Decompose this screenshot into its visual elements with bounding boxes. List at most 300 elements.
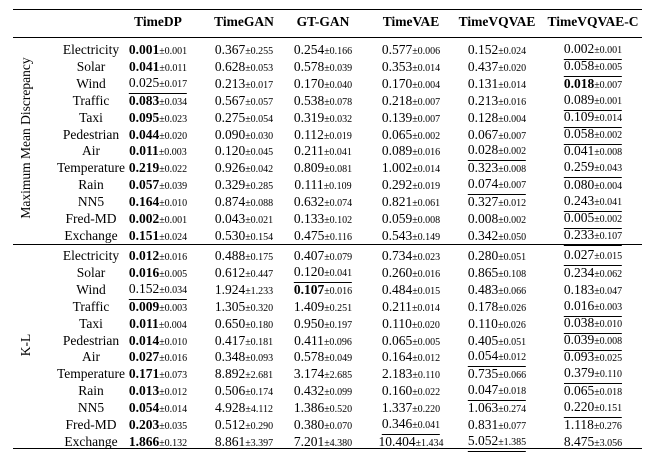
table-cell [564, 227, 622, 246]
cell-std: ±0.001 [594, 95, 623, 107]
row-label: Fred-MD [65, 211, 117, 226]
cell-mean: 0.417 [214, 332, 246, 348]
cell-mean: 0.001 [128, 42, 160, 57]
cell-std: ±0.004 [158, 319, 187, 331]
cell-std: ±0.066 [498, 370, 527, 382]
cell-mean: 10.404 [378, 433, 416, 449]
cell-std: ±0.062 [594, 268, 623, 280]
cell-mean: 0.213 [467, 92, 499, 108]
cell-mean: 0.348 [214, 349, 246, 365]
cell-mean: 0.178 [467, 298, 499, 314]
cell-mean: 0.016 [563, 297, 595, 313]
cell-mean: 0.734 [381, 248, 413, 263]
table-row [0, 159, 654, 177]
cell-mean: 0.027 [563, 247, 595, 262]
cell-std: ±0.017 [245, 79, 274, 91]
cell-mean: 0.131 [467, 75, 499, 91]
cell-std: ±0.151 [594, 403, 623, 415]
cell-mean: 0.107 [293, 281, 325, 297]
cell-std: ±0.061 [412, 198, 441, 210]
section-title: K-L [18, 333, 33, 357]
cell-std: ±0.019 [323, 130, 352, 142]
cell-std: ±0.077 [498, 421, 527, 432]
cell-std: ±0.014 [411, 302, 440, 314]
cell-std: ±0.007 [498, 130, 527, 142]
cell-std: ±0.012 [412, 353, 441, 365]
cell-mean: 0.213 [214, 75, 246, 91]
table-row [0, 433, 654, 451]
cell-mean: 0.041 [563, 143, 595, 159]
cell-std: ±0.014 [159, 404, 188, 416]
cell-mean: 0.133 [293, 211, 325, 226]
cell-std: ±0.290 [245, 421, 274, 432]
cell-std: ±0.014 [412, 62, 441, 74]
cell-std: ±4.112 [245, 404, 273, 416]
cell-mean: 1.063 [467, 400, 499, 416]
cell-std: ±0.016 [324, 285, 353, 297]
row-label: Pedestrian [62, 126, 120, 142]
row-label: Air [82, 349, 100, 365]
cell-mean: 0.170 [381, 75, 413, 91]
cell-std: ±0.021 [245, 215, 274, 226]
row-label: Rain [78, 383, 104, 399]
cell-std: ±0.007 [594, 79, 623, 91]
cell-mean: 0.109 [563, 108, 595, 124]
cell-mean: 0.043 [214, 211, 246, 226]
cell-std: ±0.041 [594, 197, 623, 209]
cell-mean: 1.337 [381, 400, 413, 416]
cell-mean: 1.118 [564, 417, 594, 432]
cell-std: ±0.023 [412, 252, 441, 263]
cell-mean: 0.488 [214, 248, 246, 263]
cell-mean: 0.260 [381, 264, 413, 280]
cell-mean: 0.011 [129, 143, 159, 159]
cell-mean: 0.044 [128, 126, 160, 142]
cell-mean: 8.861 [214, 433, 246, 449]
cell-mean: 0.280 [467, 248, 499, 263]
row-label: Exchange [64, 433, 118, 449]
cell-mean: 0.407 [293, 248, 325, 263]
cell-std: ±0.025 [594, 353, 623, 365]
cell-std: ±0.079 [324, 252, 353, 263]
cell-mean: 0.065 [381, 332, 413, 348]
cell-std: ±0.032 [324, 113, 353, 125]
cell-mean: 1.924 [214, 281, 246, 297]
cell-mean: 0.379 [564, 365, 595, 381]
cell-std: ±0.002 [498, 146, 527, 158]
cell-std: ±0.180 [245, 319, 274, 331]
cell-std: ±0.197 [324, 319, 353, 331]
cell-std: ±0.057 [245, 96, 274, 108]
cell-mean: 8.892 [214, 366, 246, 382]
cell-std: ±0.008 [412, 215, 441, 226]
row-label: Solar [76, 58, 106, 74]
cell-std: ±0.001 [594, 45, 623, 56]
cell-mean: 0.080 [563, 177, 595, 193]
cell-mean: 0.319 [293, 109, 325, 125]
section-title: Maximum Mean Discrepancy [18, 57, 33, 219]
top-rule [13, 9, 642, 10]
column-header: GT-GAN [296, 14, 350, 29]
table-row [0, 264, 654, 282]
table-cell [564, 433, 622, 453]
cell-std: ±0.039 [159, 181, 188, 193]
cell-std: ±0.051 [498, 252, 527, 263]
cell-mean: 5.052 [467, 432, 499, 448]
cell-mean: 0.483 [467, 281, 499, 297]
table-row [0, 142, 654, 160]
cell-mean: 0.254 [293, 42, 325, 57]
cell-std: ±0.045 [245, 147, 274, 159]
cell-std: ±0.014 [412, 164, 441, 176]
cell-mean: 0.233 [563, 226, 595, 242]
cell-std: ±0.015 [412, 285, 441, 297]
cell-std: ±0.002 [498, 215, 527, 226]
cell-std: ±0.010 [159, 198, 188, 210]
cell-std: ±0.070 [324, 421, 353, 432]
column-header: TimeVQVAE-C [547, 14, 639, 29]
cell-std: ±0.016 [159, 252, 188, 263]
cell-std: ±0.012 [498, 198, 527, 210]
column-header: TimeDP [134, 14, 182, 29]
cell-std: ±0.004 [594, 181, 623, 193]
cell-mean: 0.211 [382, 298, 412, 314]
cell-std: ±0.132 [159, 437, 188, 449]
cell-mean: 0.110 [468, 315, 498, 331]
column-header: TimeVQVAE [458, 14, 536, 29]
cell-std: ±0.005 [159, 268, 188, 280]
cell-std: ±0.017 [159, 78, 188, 90]
cell-mean: 0.411 [294, 332, 324, 348]
cell-mean: 0.038 [563, 314, 595, 330]
cell-mean: 0.054 [128, 400, 160, 416]
table-cell [129, 227, 187, 247]
cell-std: ±0.099 [324, 387, 353, 399]
cell-std: ±0.001 [159, 46, 188, 57]
cell-std: ±0.102 [324, 215, 353, 226]
cell-mean: 0.089 [381, 143, 413, 159]
table-cell [215, 227, 273, 247]
cell-std: ±0.020 [498, 62, 527, 74]
table-cell [294, 227, 352, 247]
table-row [0, 315, 654, 333]
cell-std: ±0.008 [498, 164, 527, 176]
row-label: Taxi [79, 315, 103, 331]
cell-mean: 0.074 [467, 176, 499, 192]
cell-std: ±0.054 [245, 113, 274, 125]
cell-mean: 0.367 [214, 42, 246, 57]
cell-mean: 0.484 [381, 281, 413, 297]
cell-mean: 2.183 [382, 366, 413, 382]
cell-mean: 1.386 [293, 400, 325, 416]
cell-std: ±0.042 [245, 164, 274, 176]
cell-std: ±0.109 [323, 181, 352, 193]
cell-mean: 0.002 [128, 211, 160, 226]
cell-std: ±0.447 [245, 268, 274, 280]
cell-std: ±0.107 [594, 230, 623, 242]
table-row [0, 75, 654, 93]
cell-mean: 0.009 [128, 298, 160, 314]
row-label: Rain [78, 177, 104, 193]
cell-mean: 0.160 [381, 383, 413, 399]
cell-mean: 0.170 [293, 75, 325, 91]
cell-mean: 0.831 [467, 417, 499, 432]
cell-std: ±0.034 [159, 284, 188, 296]
cell-mean: 0.612 [214, 264, 246, 280]
cell-mean: 0.543 [381, 227, 413, 243]
cell-mean: 0.025 [128, 74, 160, 90]
table-row [0, 58, 654, 76]
cell-mean: 0.139 [381, 109, 413, 125]
cell-mean: 0.353 [381, 58, 413, 74]
cell-std: ±0.012 [498, 352, 527, 364]
cell-std: ±0.011 [159, 62, 187, 74]
cell-mean: 0.578 [293, 349, 325, 365]
cell-std: ±0.154 [245, 231, 274, 243]
cell-std: ±0.043 [594, 163, 623, 175]
cell-std: ±0.110 [412, 370, 440, 382]
table-row [0, 126, 654, 144]
table-row [0, 382, 654, 400]
cell-mean: 0.039 [563, 331, 595, 347]
cell-mean: 0.005 [563, 210, 595, 225]
cell-std: ±0.016 [498, 96, 527, 108]
cell-std: ±0.020 [159, 130, 188, 142]
table-row [0, 109, 654, 127]
cell-std: ±0.015 [594, 251, 623, 262]
cell-std: ±0.041 [412, 420, 441, 431]
cell-mean: 0.203 [128, 417, 160, 432]
cell-mean: 0.578 [293, 58, 325, 74]
cell-std: ±4.380 [324, 437, 353, 449]
row-label: Traffic [72, 298, 110, 314]
cell-std: ±2.685 [324, 370, 353, 382]
cell-std: ±0.096 [323, 336, 352, 348]
cell-std: ±1.233 [245, 285, 274, 297]
cell-std: ±0.274 [498, 404, 527, 416]
cell-std: ±0.016 [412, 268, 441, 280]
table-cell [215, 433, 273, 453]
cell-std: ±0.014 [498, 79, 527, 91]
cell-mean: 0.093 [563, 349, 595, 365]
cell-std: ±0.002 [594, 129, 623, 141]
cell-std: ±0.174 [245, 387, 274, 399]
cell-mean: 0.577 [381, 42, 413, 57]
cell-mean: 0.095 [128, 109, 160, 125]
cell-std: ±0.026 [498, 302, 527, 314]
table-row [0, 92, 654, 110]
cell-std: ±0.014 [594, 112, 623, 124]
cell-mean: 0.152 [128, 280, 160, 296]
row-label: Solar [76, 264, 106, 280]
cell-mean: 0.041 [129, 58, 160, 74]
table-cell [382, 227, 440, 247]
header-rule [13, 37, 642, 38]
cell-std: ±0.018 [594, 387, 623, 399]
cell-mean: 0.065 [381, 126, 413, 142]
cell-std: ±0.019 [412, 181, 441, 193]
cell-mean: 4.928 [215, 400, 246, 416]
cell-std: ±0.110 [594, 369, 622, 381]
cell-mean: 0.112 [294, 126, 324, 142]
table-row [0, 332, 654, 350]
cell-mean: 0.243 [563, 193, 595, 209]
row-label: Wind [76, 281, 106, 297]
cell-std: ±0.166 [324, 46, 353, 57]
cell-std: ±2.681 [245, 370, 274, 382]
cell-std: ±0.049 [324, 353, 353, 365]
table-cell [294, 433, 352, 453]
cell-std: ±0.320 [245, 302, 274, 314]
cell-std: ±0.005 [594, 61, 623, 73]
row-label: Temperature [56, 160, 125, 176]
row-label: Air [82, 143, 100, 159]
table-row [0, 365, 654, 383]
cell-mean: 0.329 [214, 177, 246, 193]
cell-std: ±0.030 [245, 130, 274, 142]
cell-mean: 0.950 [293, 315, 325, 331]
cell-std: ±0.003 [159, 302, 188, 314]
cell-std: ±0.081 [324, 164, 353, 176]
cell-std: ±0.007 [412, 96, 441, 108]
cell-mean: 0.567 [214, 92, 246, 108]
cell-std: ±0.007 [498, 180, 527, 192]
cell-std: ±0.116 [324, 231, 352, 243]
cell-mean: 0.164 [381, 349, 413, 365]
cell-std: ±0.004 [412, 79, 441, 91]
cell-mean: 0.865 [467, 264, 499, 280]
cell-std: ±0.053 [245, 62, 274, 74]
cell-mean: 0.090 [214, 126, 246, 142]
table-row [0, 193, 654, 211]
table-row [0, 348, 654, 366]
row-label: Fred-MD [65, 417, 117, 432]
cell-std: ±0.016 [159, 353, 188, 365]
cell-std: ±0.007 [412, 113, 441, 125]
cell-std: ±1.385 [498, 436, 527, 448]
cell-mean: 0.432 [293, 383, 325, 399]
cell-std: ±0.006 [412, 46, 441, 57]
table-row [0, 227, 654, 245]
cell-std: ±0.040 [324, 79, 353, 91]
cell-std: ±0.016 [412, 147, 441, 159]
table-cell [378, 433, 443, 453]
row-label: NN5 [77, 194, 105, 210]
cell-mean: 0.016 [128, 264, 160, 280]
cell-mean: 0.089 [563, 91, 595, 107]
cell-mean: 0.234 [563, 264, 595, 280]
cell-std: ±0.041 [323, 147, 352, 159]
cell-mean: 0.342 [467, 227, 499, 243]
cell-mean: 0.065 [563, 383, 595, 399]
cell-std: ±0.020 [411, 319, 440, 331]
cell-mean: 0.110 [382, 315, 412, 331]
cell-mean: 0.926 [214, 160, 246, 176]
row-label: NN5 [77, 400, 105, 416]
cell-std: ±0.024 [159, 231, 188, 243]
table-row [0, 399, 654, 417]
cell-std: ±0.276 [593, 421, 622, 432]
cell-mean: 0.151 [128, 227, 160, 243]
cell-mean: 1.002 [381, 160, 413, 176]
table-cell [129, 433, 187, 453]
cell-std: ±0.035 [159, 421, 188, 432]
cell-mean: 0.292 [381, 177, 413, 193]
cell-mean: 0.028 [467, 142, 499, 158]
cell-mean: 0.128 [467, 109, 499, 125]
cell-std: ±0.073 [159, 370, 188, 382]
cell-mean: 3.174 [293, 366, 325, 382]
cell-mean: 0.650 [214, 315, 246, 331]
cell-std: ±0.088 [245, 198, 274, 210]
cell-mean: 0.735 [467, 366, 499, 382]
table-row [0, 41, 654, 59]
cell-std: ±0.050 [498, 231, 527, 243]
cell-mean: 0.219 [128, 160, 160, 176]
cell-mean: 0.380 [293, 417, 325, 432]
cell-mean: 0.211 [294, 143, 324, 159]
cell-mean: 0.323 [467, 160, 499, 176]
cell-mean: 0.530 [214, 227, 246, 243]
column-header: TimeVAE [382, 14, 440, 29]
cell-mean: 0.437 [467, 58, 499, 74]
cell-mean: 7.201 [293, 433, 325, 449]
cell-mean: 0.002 [563, 41, 595, 56]
cell-mean: 0.218 [381, 92, 413, 108]
cell-std: ±0.008 [594, 335, 623, 347]
cell-std: ±0.220 [412, 404, 441, 416]
cell-std: ±0.022 [159, 164, 188, 176]
cell-std: ±0.003 [158, 147, 187, 159]
row-label: Pedestrian [62, 332, 120, 348]
cell-mean: 0.538 [293, 92, 325, 108]
cell-mean: 0.013 [128, 383, 160, 399]
cell-mean: 0.014 [128, 332, 160, 348]
cell-mean: 0.171 [128, 366, 160, 382]
cell-std: ±3.056 [594, 437, 623, 449]
row-label: Electricity [62, 42, 120, 57]
cell-std: ±0.005 [412, 336, 441, 348]
cell-mean: 0.183 [563, 281, 595, 297]
cell-std: ±0.051 [498, 336, 527, 348]
cell-mean: 0.259 [563, 159, 595, 175]
cell-mean: 0.327 [467, 194, 499, 210]
cell-std: ±0.002 [594, 214, 623, 225]
cell-mean: 1.409 [293, 298, 325, 314]
row-label: Traffic [72, 92, 110, 108]
table-cell [468, 227, 526, 247]
cell-mean: 0.018 [563, 75, 595, 91]
row-label: Electricity [62, 248, 120, 263]
cell-mean: 0.506 [214, 383, 246, 399]
cell-mean: 0.475 [294, 227, 325, 243]
cell-mean: 0.512 [214, 417, 246, 432]
cell-mean: 0.164 [128, 194, 160, 210]
cell-std: ±0.012 [159, 387, 188, 399]
cell-std: ±0.024 [498, 46, 527, 57]
cell-mean: 0.027 [128, 349, 160, 365]
cell-mean: 0.874 [214, 194, 246, 210]
cell-std: ±0.022 [412, 387, 441, 399]
cell-std: ±0.026 [497, 319, 526, 331]
table-row [0, 210, 654, 228]
cell-std: ±0.149 [412, 231, 441, 243]
cell-mean: 0.152 [467, 42, 499, 57]
cell-mean: 0.275 [214, 109, 246, 125]
cell-std: ±0.008 [594, 147, 623, 159]
cell-mean: 0.120 [293, 263, 325, 279]
cell-std: ±3.397 [245, 437, 274, 449]
